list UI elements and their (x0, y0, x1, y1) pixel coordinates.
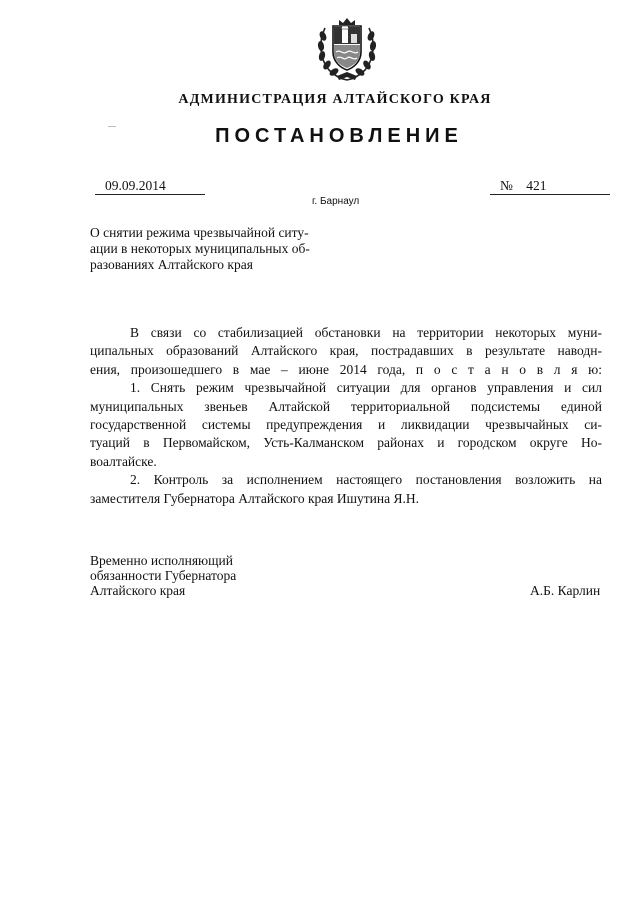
preamble-line: В связи со стабилизацией обстановки на территории некоторых муни- (130, 325, 602, 340)
item-2-line: 2. Контроль за исполнением настоящего постановления возложить на (130, 472, 602, 488)
preamble-line: ципальных образований Алтайского края, пострадавших в результате наводн- (90, 343, 602, 359)
item-1-line: государственной системы предупреждения и ликвидации чрезвычайных си- (90, 417, 602, 433)
document-subject (90, 225, 360, 273)
item-1-line: воалтайске. (90, 453, 157, 469)
organization-name: АДМИНИСТРАЦИЯ АЛТАЙСКОГО КРАЯ (178, 92, 492, 107)
document-number (490, 178, 610, 195)
signatory-name: А.Б. Карлин (530, 583, 601, 598)
item-2-line: заместителя Губернатора Алтайского края Ишутина Я.Н. (90, 490, 419, 506)
position-line: обязанности Губернатора (90, 568, 237, 583)
position-line: Временно исполняющий (90, 553, 233, 568)
item-1-line: муниципальных звеньев Алтайской территориальной подсистемы единой (90, 398, 602, 414)
subject-line: разованиях Алтайского края (90, 257, 253, 272)
number-value: 421 (526, 178, 547, 193)
number-sign: № (500, 178, 513, 193)
scan-artifact (108, 126, 116, 127)
document-date: 09.09.2014 (95, 178, 205, 195)
preamble-line: ения, произошедшего в мае – июне 2014 года, п о с т а н о в л я ю: (90, 361, 602, 377)
position-line: Алтайского края (90, 583, 186, 598)
item-1-line: туаций в Первомайском, Усть-Калманском районах и городском округе Но- (90, 435, 602, 451)
subject-line: ации в некоторых муниципальных об- (90, 241, 310, 256)
document-city: г. Барнаул (312, 196, 360, 207)
coat-of-arms-icon (315, 14, 379, 82)
document-body (90, 324, 602, 508)
item-1-line: 1. Снять режим чрезвычайной ситуации для органов управления и сил (130, 380, 602, 396)
signatory-position (90, 553, 236, 598)
document-type-title: ПОСТАНОВЛЕНИЕ (215, 125, 463, 147)
subject-line: О снятии режима чрезвычайной ситу- (90, 225, 309, 240)
